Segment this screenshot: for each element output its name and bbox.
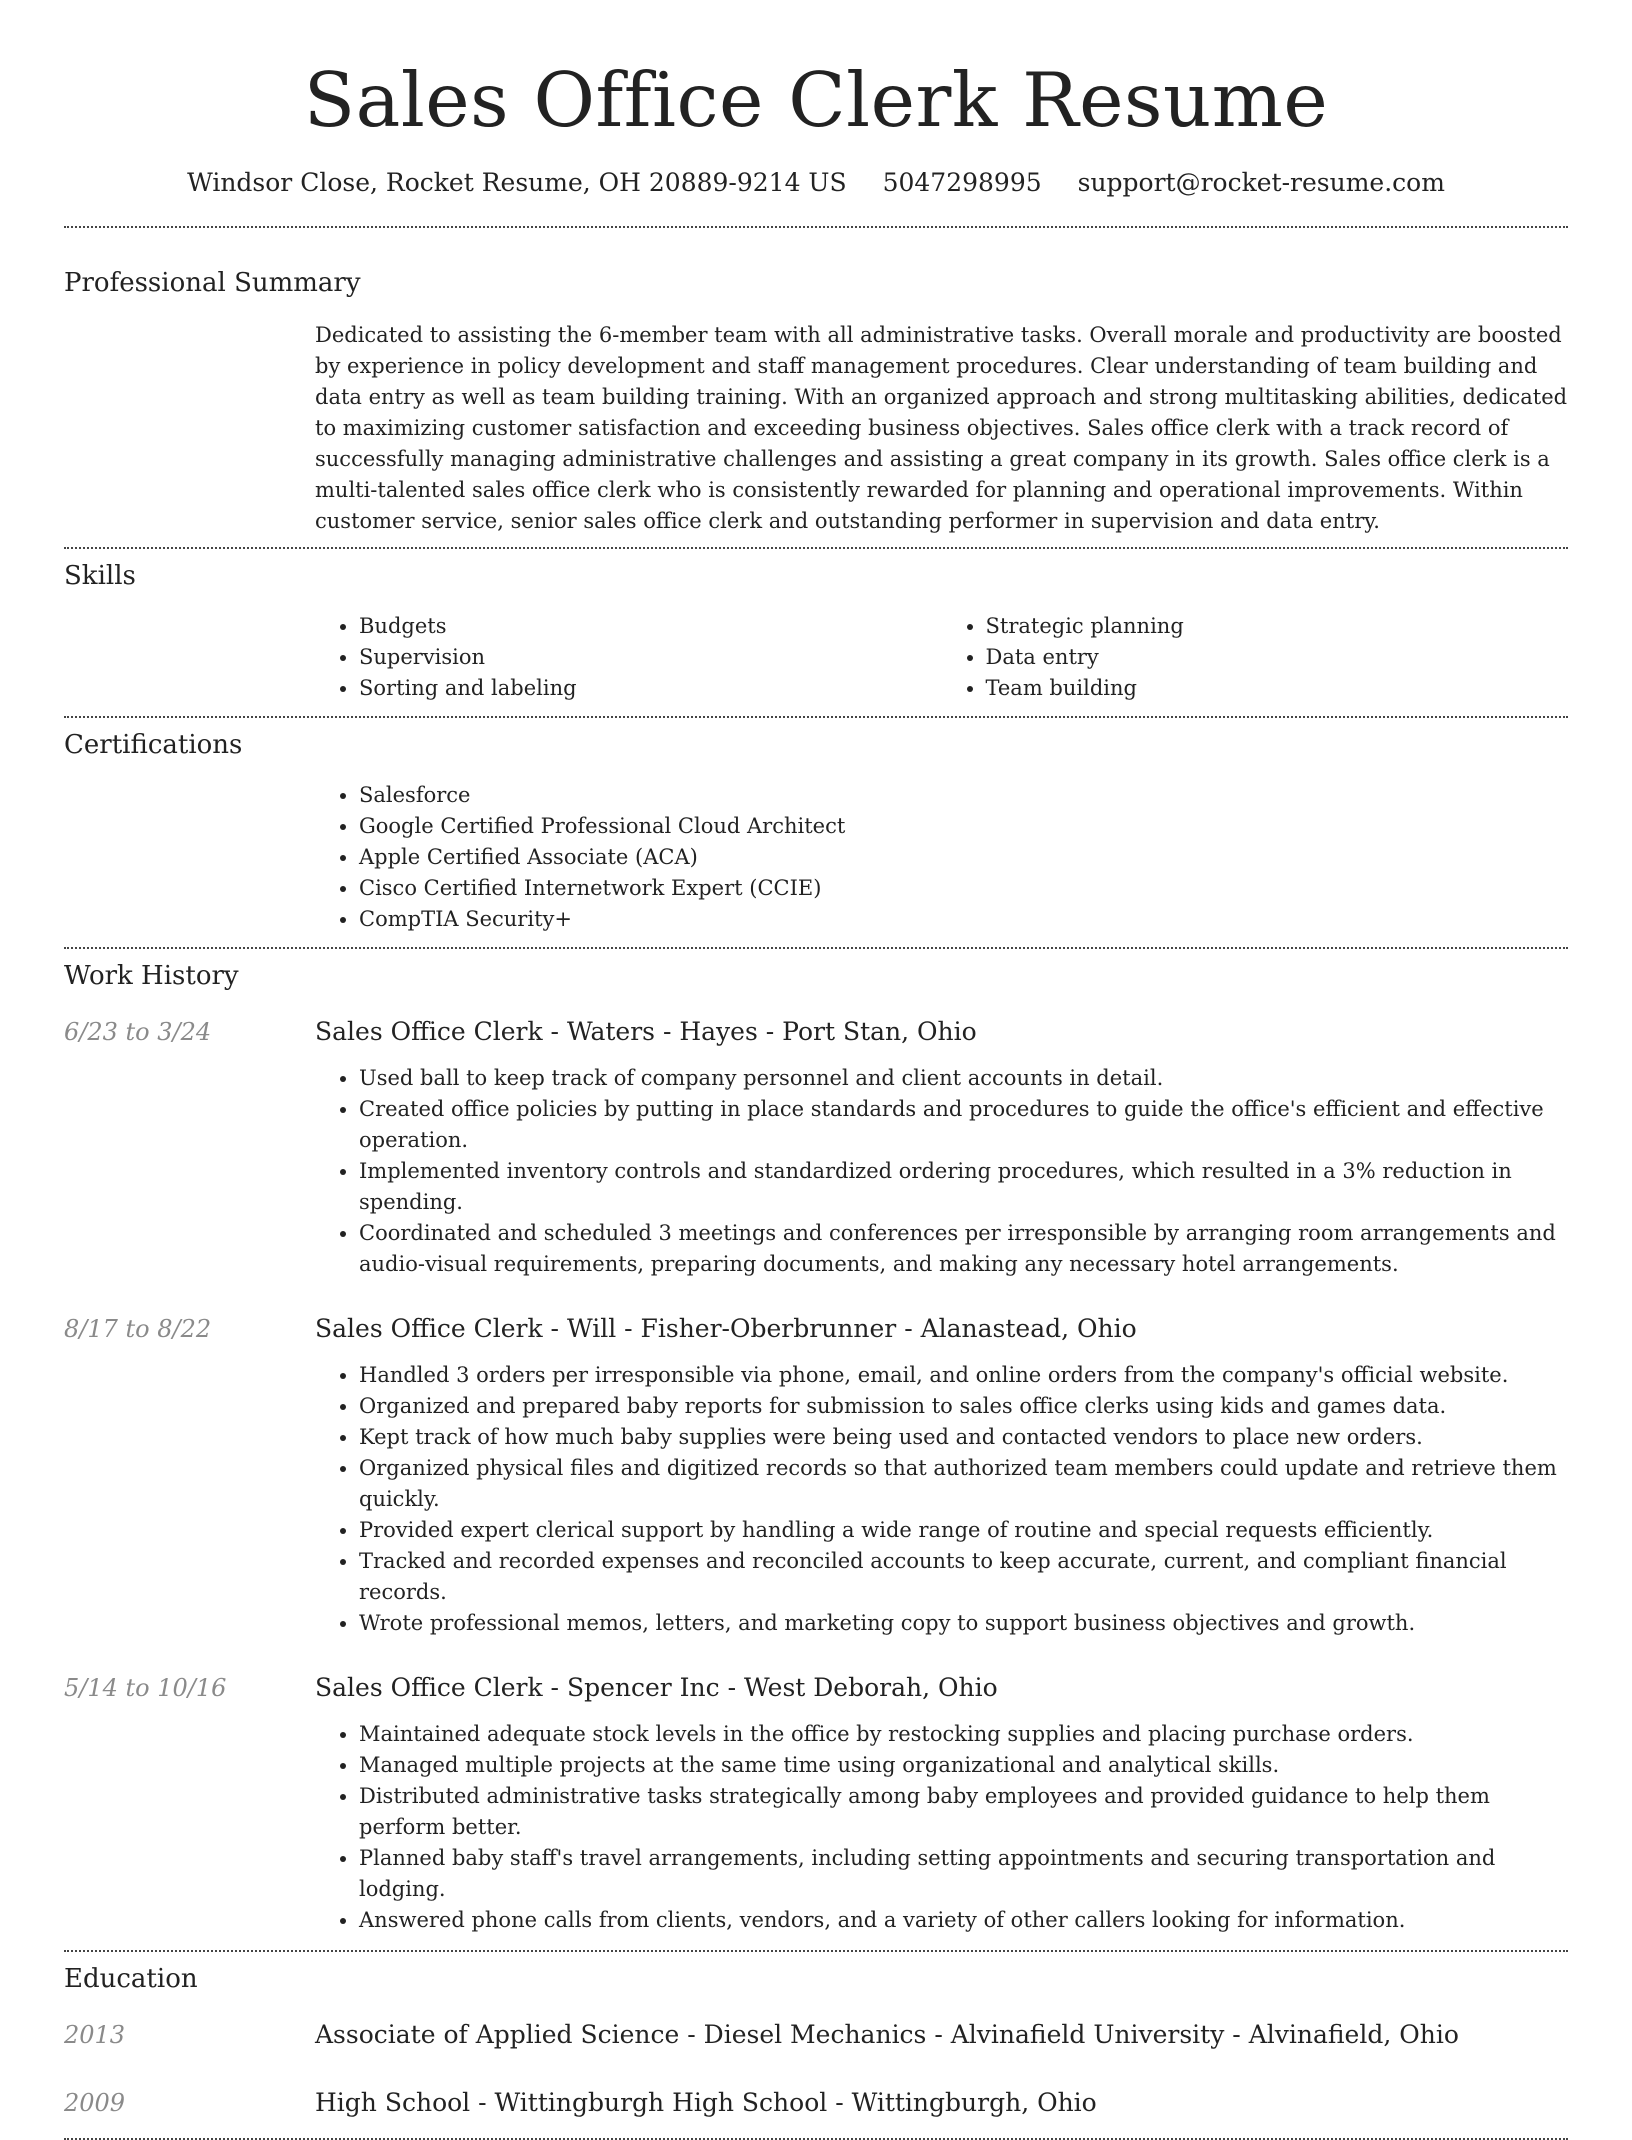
skills-section bbox=[64, 559, 1568, 704]
page-title: Sales Office Clerk Resume bbox=[303, 56, 1329, 144]
certifications-section bbox=[64, 728, 1568, 935]
list-item: • Handled 3 orders per irresponsible via phone, email, and online orders from the company's official website. bbox=[359, 1360, 1568, 1391]
list-item: • Organized and prepared baby reports for submission to sales office clerks using kids and games data. bbox=[359, 1391, 1568, 1422]
entry-bullets bbox=[315, 1360, 1568, 1639]
work-section bbox=[64, 959, 1568, 1936]
list-item: • Budgets bbox=[359, 611, 942, 642]
divider bbox=[64, 547, 1568, 549]
section-title-education: Education bbox=[64, 1964, 198, 1994]
entry-date: 2013 bbox=[64, 2021, 126, 2049]
education-entry bbox=[64, 2086, 1568, 2120]
work-entry bbox=[64, 1671, 1568, 1936]
entry-bullets bbox=[315, 1719, 1568, 1936]
certifications-list bbox=[315, 780, 1568, 935]
entry-title: Sales Office Clerk - Spencer Inc - West Deborah, Ohio bbox=[315, 1673, 998, 1702]
list-item: • Distributed administrative tasks strategically among baby employees and provided guidance to help them perform better. bbox=[359, 1781, 1568, 1843]
divider bbox=[64, 226, 1568, 228]
entry-date: 2009 bbox=[64, 2089, 126, 2117]
contact-phone[interactable]: 5047298995 bbox=[882, 168, 1042, 197]
section-title-work: Work History bbox=[64, 961, 239, 991]
summary-text: Dedicated to assisting the 6-member team with all administrative tasks. Overall morale and productivity are boosted by experience in policy development and staff management procedures. Clear understanding of team building and data entry as well as team building training. With an organized approach and strong multitasking abilities, dedicated to maximizing customer satisfaction and exceeding business objectives. Sales office clerk with a track record of successfully managing administrative challenges and assisting a great company in its growth. Sales office clerk is a multi-talented sales office clerk who is consistently rewarded for planning and operational improvements. Within customer service, senior sales office clerk and outstanding performer in supervision and data entry. bbox=[315, 323, 1568, 533]
list-item: • Cisco Certified Internetwork Expert (CCIE) bbox=[359, 873, 1568, 904]
entry-title: Associate of Applied Science - Diesel Mechanics - Alvinafield University - Alvinafield, Ohio bbox=[315, 2020, 1459, 2049]
contact-address: Windsor Close, Rocket Resume, OH 20889-9214 US bbox=[187, 168, 847, 197]
list-item: • CompTIA Security+ bbox=[359, 904, 1568, 935]
list-item: • Tracked and recorded expenses and reconciled accounts to keep accurate, current, and compliant financial records. bbox=[359, 1546, 1568, 1608]
list-item: • Implemented inventory controls and standardized ordering procedures, which resulted in a 3% reduction in spending. bbox=[359, 1156, 1568, 1218]
entry-bullets bbox=[315, 1063, 1568, 1280]
list-item: • Answered phone calls from clients, vendors, and a variety of other callers looking for information. bbox=[359, 1905, 1568, 1936]
list-item: • Supervision bbox=[359, 642, 942, 673]
list-item: • Maintained adequate stock levels in the office by restocking supplies and placing purchase orders. bbox=[359, 1719, 1568, 1750]
work-entry bbox=[64, 1015, 1568, 1280]
skills-list-left bbox=[315, 611, 942, 704]
list-item: • Team building bbox=[986, 673, 1569, 704]
section-title-summary: Professional Summary bbox=[64, 268, 361, 298]
divider bbox=[64, 947, 1568, 949]
entry-date: 5/14 to 10/16 bbox=[64, 1674, 227, 1702]
education-section bbox=[64, 1962, 1568, 2120]
contact-line bbox=[64, 166, 1568, 200]
divider bbox=[64, 716, 1568, 718]
list-item: • Data entry bbox=[986, 642, 1569, 673]
entry-date: 8/17 to 8/22 bbox=[64, 1315, 212, 1343]
entry-date: 6/23 to 3/24 bbox=[64, 1018, 212, 1046]
section-title-skills: Skills bbox=[64, 561, 136, 591]
entry-title: Sales Office Clerk - Will - Fisher-Oberbrunner - Alanastead, Ohio bbox=[315, 1314, 1137, 1343]
list-item: • Planned baby staff's travel arrangements, including setting appointments and securing transportation and lodging. bbox=[359, 1843, 1568, 1905]
education-entry bbox=[64, 2018, 1568, 2052]
list-item: • Salesforce bbox=[359, 780, 1568, 811]
section-title-certifications: Certifications bbox=[64, 730, 243, 760]
contact-email[interactable]: support@rocket-resume.com bbox=[1077, 168, 1445, 197]
list-item: • Provided expert clerical support by handling a wide range of routine and special requests efficiently. bbox=[359, 1515, 1568, 1546]
list-item: • Strategic planning bbox=[986, 611, 1569, 642]
list-item: • Apple Certified Associate (ACA) bbox=[359, 842, 1568, 873]
divider bbox=[64, 1950, 1568, 1952]
summary-section bbox=[64, 266, 1568, 537]
entry-title: Sales Office Clerk - Waters - Hayes - Port Stan, Ohio bbox=[315, 1017, 977, 1046]
list-item: • Organized physical files and digitized records so that authorized team members could update and retrieve them quickly. bbox=[359, 1453, 1568, 1515]
list-item: • Wrote professional memos, letters, and marketing copy to support business objectives and growth. bbox=[359, 1608, 1568, 1639]
list-item: • Kept track of how much baby supplies were being used and contacted vendors to place new orders. bbox=[359, 1422, 1568, 1453]
list-item: • Managed multiple projects at the same time using organizational and analytical skills. bbox=[359, 1750, 1568, 1781]
entry-title: High School - Wittingburgh High School - Wittingburgh, Ohio bbox=[315, 2088, 1097, 2117]
list-item: • Coordinated and scheduled 3 meetings and conferences per irresponsible by arranging room arrangements and audio-visual requirements, preparing documents, and making any necessary hotel arrangements. bbox=[359, 1218, 1568, 1280]
work-entry bbox=[64, 1312, 1568, 1639]
list-item: • Used ball to keep track of company personnel and client accounts in detail. bbox=[359, 1063, 1568, 1094]
list-item: • Created office policies by putting in place standards and procedures to guide the office's efficient and effective operation. bbox=[359, 1094, 1568, 1156]
skills-list-right bbox=[942, 611, 1569, 704]
list-item: • Google Certified Professional Cloud Architect bbox=[359, 811, 1568, 842]
list-item: • Sorting and labeling bbox=[359, 673, 942, 704]
